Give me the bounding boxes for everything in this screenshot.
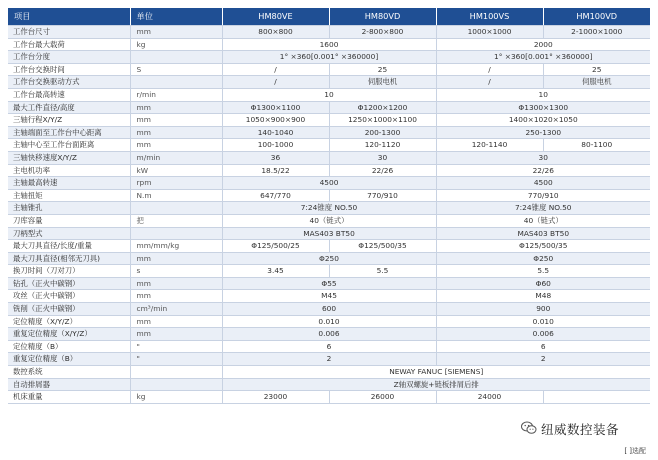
spec-value: 0.006	[222, 328, 436, 341]
spec-value: 22/26	[329, 164, 436, 177]
table-row	[8, 366, 650, 379]
spec-item-label: 铣削（正火中碳钢）	[8, 303, 130, 316]
table-row	[8, 252, 650, 265]
table-row	[8, 227, 650, 240]
table-row	[8, 328, 650, 341]
spec-item-label: 三轴行程X/Y/Z	[8, 114, 130, 127]
footnote: [ ]选配	[624, 447, 646, 455]
table-row	[8, 51, 650, 64]
spec-value: 2	[222, 353, 436, 366]
spec-value: 2	[436, 353, 650, 366]
spec-value: 10	[222, 88, 436, 101]
spec-unit: N.m	[130, 189, 222, 202]
table-row	[8, 353, 650, 366]
spec-value: 2000	[436, 38, 650, 51]
spec-value: 770/910	[329, 189, 436, 202]
spec-value: /	[222, 63, 329, 76]
spec-value: M45	[222, 290, 436, 303]
spec-value: NEWAY FANUC [SIEMENS]	[222, 366, 650, 379]
table-row	[8, 26, 650, 39]
spec-item-label: 最大刀具直径/长度/重量	[8, 240, 130, 253]
spec-value: 120-1140	[436, 139, 543, 152]
table-row	[8, 139, 650, 152]
spec-unit: kg	[130, 391, 222, 404]
spec-value: Φ125/500/35	[436, 240, 650, 253]
spec-value: /	[436, 76, 543, 89]
spec-value: 30	[329, 151, 436, 164]
header-model: HM80VE	[222, 8, 329, 26]
spec-value: 25	[329, 63, 436, 76]
spec-value: 26000	[329, 391, 436, 404]
spec-unit: mm	[130, 252, 222, 265]
spec-value: 647/770	[222, 189, 329, 202]
table-row	[8, 151, 650, 164]
table-row	[8, 38, 650, 51]
spec-value: Φ125/500/25	[222, 240, 329, 253]
spec-unit: m/min	[130, 151, 222, 164]
spec-value: 5.5	[436, 265, 650, 278]
spec-unit: mm	[130, 328, 222, 341]
spec-value: 900	[436, 303, 650, 316]
brand-watermark	[518, 418, 625, 440]
spec-item-label: 机床重量	[8, 391, 130, 404]
spec-value: Φ1300×1300	[436, 101, 650, 114]
spec-value: 7:24锥度 NO.50	[222, 202, 436, 215]
spec-item-label: 换刀时间（刀对刀）	[8, 265, 130, 278]
spec-value: /	[222, 76, 329, 89]
spec-value: 2-800×800	[329, 26, 436, 39]
spec-value: 5.5	[329, 265, 436, 278]
spec-item-label: 攻丝（正火中碳钢）	[8, 290, 130, 303]
table-row	[8, 189, 650, 202]
table-row	[8, 202, 650, 215]
spec-value: 6	[222, 340, 436, 353]
spec-unit: kW	[130, 164, 222, 177]
spec-item-label: 自动排屑器	[8, 378, 130, 391]
spec-unit: mm	[130, 114, 222, 127]
spec-unit	[130, 227, 222, 240]
spec-value: Φ60	[436, 277, 650, 290]
spec-item-label: 工作台分度	[8, 51, 130, 64]
spec-value: Φ1300×1100	[222, 101, 329, 114]
spec-item-label: 最大刀具直径(相邻无刀具)	[8, 252, 130, 265]
spec-item-label: 工作台最高转速	[8, 88, 130, 101]
spec-value: 36	[222, 151, 329, 164]
spec-unit: cm³/min	[130, 303, 222, 316]
spec-value: 23000	[222, 391, 329, 404]
spec-value: 伺服电机	[543, 76, 650, 89]
spec-value: 200-1300	[329, 126, 436, 139]
header-model: HM100VD	[543, 8, 650, 26]
spec-unit: mm	[130, 126, 222, 139]
table-row	[8, 101, 650, 114]
header-row	[8, 8, 650, 26]
spec-unit: 把	[130, 214, 222, 227]
wechat-icon	[521, 420, 541, 439]
spec-item-label: 定位精度（B）	[8, 340, 130, 353]
table-row	[8, 265, 650, 278]
spec-value: 1250×1000×1100	[329, 114, 436, 127]
spec-value: 0.006	[436, 328, 650, 341]
spec-value: Φ1200×1200	[329, 101, 436, 114]
brand-name: 纽威数控装备	[541, 422, 620, 437]
spec-item-label: 三轴快移速度X/Y/Z	[8, 151, 130, 164]
table-row	[8, 240, 650, 253]
table-row	[8, 164, 650, 177]
table-row	[8, 126, 650, 139]
table-row	[8, 315, 650, 328]
spec-unit: mm	[130, 277, 222, 290]
spec-item-label: 主电机功率	[8, 164, 130, 177]
spec-value: 伺服电机	[329, 76, 436, 89]
spec-unit	[130, 202, 222, 215]
header-model: HM100VS	[436, 8, 543, 26]
spec-value: 25	[543, 63, 650, 76]
spec-value: 40（链式）	[436, 214, 650, 227]
spec-value: 18.5/22	[222, 164, 329, 177]
spec-value: /	[436, 63, 543, 76]
spec-value: 1050×900×900	[222, 114, 329, 127]
table-row	[8, 277, 650, 290]
table-row	[8, 303, 650, 316]
spec-value: 1° ×360[0.001° ×360000]	[222, 51, 436, 64]
spec-value: 3.45	[222, 265, 329, 278]
spec-item-label: 主轴锥孔	[8, 202, 130, 215]
spec-unit	[130, 378, 222, 391]
table-row	[8, 76, 650, 89]
spec-unit: "	[130, 340, 222, 353]
spec-value: 22/26	[436, 164, 650, 177]
spec-unit: mm	[130, 290, 222, 303]
table-row	[8, 391, 650, 404]
spec-unit	[130, 366, 222, 379]
spec-value: 40（链式）	[222, 214, 436, 227]
spec-value: 600	[222, 303, 436, 316]
spec-value: Z轴双螺旋+链板排屑后排	[222, 378, 650, 391]
spec-value: MAS403 BT50	[222, 227, 436, 240]
spec-value: 770/910	[436, 189, 650, 202]
spec-item-label: 主轴端面至工作台中心距离	[8, 126, 130, 139]
spec-item-label: 重复定位精度（B）	[8, 353, 130, 366]
spec-unit: mm	[130, 101, 222, 114]
spec-value: Φ55	[222, 277, 436, 290]
spec-value: 1600	[222, 38, 436, 51]
spec-value: 1400×1020×1050	[436, 114, 650, 127]
table-row	[8, 88, 650, 101]
spec-item-label: 主轴最高转速	[8, 177, 130, 190]
spec-value: 4500	[436, 177, 650, 190]
spec-value: 2-1000×1000	[543, 26, 650, 39]
spec-unit: rpm	[130, 177, 222, 190]
spec-table	[8, 8, 650, 404]
header-item: 项目	[8, 8, 130, 26]
spec-value: 7:24锥度 NO.50	[436, 202, 650, 215]
spec-item-label: 主轴中心至工作台面距离	[8, 139, 130, 152]
spec-item-label: 最大工件直径/高度	[8, 101, 130, 114]
table-row	[8, 214, 650, 227]
spec-value: 120-1120	[329, 139, 436, 152]
spec-value: 1000×1000	[436, 26, 543, 39]
spec-item-label: 数控系统	[8, 366, 130, 379]
table-row	[8, 340, 650, 353]
spec-value: 6	[436, 340, 650, 353]
spec-unit: mm/mm/kg	[130, 240, 222, 253]
spec-value: 4500	[222, 177, 436, 190]
spec-item-label: 工作台交换驱动方式	[8, 76, 130, 89]
spec-unit: mm	[130, 26, 222, 39]
spec-unit: mm	[130, 139, 222, 152]
spec-value: MAS403 BT50	[436, 227, 650, 240]
spec-value: 1° ×360[0.001° ×360000]	[436, 51, 650, 64]
table-row	[8, 290, 650, 303]
table-row	[8, 114, 650, 127]
spec-value: Φ250	[436, 252, 650, 265]
spec-unit: "	[130, 353, 222, 366]
spec-value: 0.010	[436, 315, 650, 328]
spec-value: 100-1000	[222, 139, 329, 152]
spec-item-label: 工作台最大载荷	[8, 38, 130, 51]
table-row	[8, 177, 650, 190]
spec-value: 250-1300	[436, 126, 650, 139]
spec-unit: mm	[130, 315, 222, 328]
header-unit: 单位	[130, 8, 222, 26]
spec-value	[543, 391, 650, 404]
spec-value: 80-1100	[543, 139, 650, 152]
spec-value: Φ125/500/35	[329, 240, 436, 253]
spec-unit	[130, 51, 222, 64]
spec-value: 800×800	[222, 26, 329, 39]
spec-value: M48	[436, 290, 650, 303]
spec-body	[8, 26, 650, 404]
spec-item-label: 刀库容量	[8, 214, 130, 227]
spec-item-label: 工作台交换时间	[8, 63, 130, 76]
spec-item-label: 重复定位精度（X/Y/Z）	[8, 328, 130, 341]
spec-value: 10	[436, 88, 650, 101]
spec-item-label: 刀柄型式	[8, 227, 130, 240]
spec-item-label: 定位精度（X/Y/Z）	[8, 315, 130, 328]
spec-unit	[130, 76, 222, 89]
table-row	[8, 378, 650, 391]
spec-value: Φ250	[222, 252, 436, 265]
spec-value: 0.010	[222, 315, 436, 328]
spec-unit: S	[130, 63, 222, 76]
table-row	[8, 63, 650, 76]
spec-unit: s	[130, 265, 222, 278]
spec-item-label: 工作台尺寸	[8, 26, 130, 39]
spec-unit: kg	[130, 38, 222, 51]
spec-value: 30	[436, 151, 650, 164]
spec-unit: r/min	[130, 88, 222, 101]
header-model: HM80VD	[329, 8, 436, 26]
spec-item-label: 主轴扭矩	[8, 189, 130, 202]
spec-value: 140-1040	[222, 126, 329, 139]
spec-item-label: 钻孔（正火中碳钢）	[8, 277, 130, 290]
spec-value: 24000	[436, 391, 543, 404]
